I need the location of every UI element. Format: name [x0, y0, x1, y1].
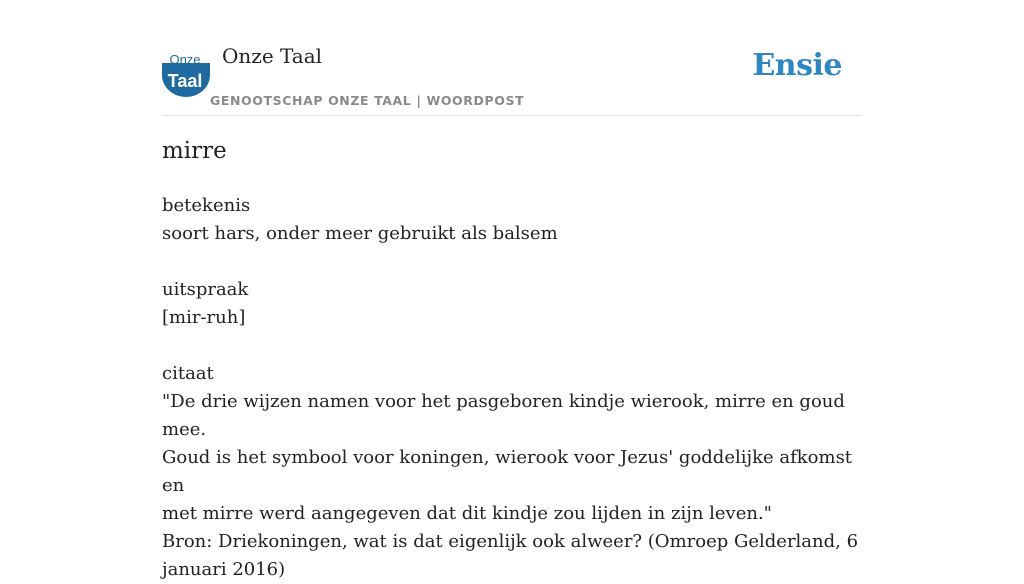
quote-line: met mirre werd aangegeven dat dit kindje zou lijden in zijn leven." [162, 503, 772, 524]
quote-line: "De drie wijzen namen voor het pasgeboren kindje wierook, mirre en goud mee. [162, 391, 845, 440]
content-column [162, 0, 862, 580]
brand-name[interactable]: Onze Taal [222, 44, 323, 68]
svg-text:Taal: Taal [167, 71, 203, 91]
onze-taal-logo[interactable] [162, 51, 210, 97]
pronunciation-label: uitspraak [162, 279, 249, 300]
source-line: januari 2016) [162, 559, 286, 580]
quote-line: Goud is het symbool voor koningen, wierook voor Jezus' goddelijke afkomst en [162, 447, 853, 496]
ensie-link[interactable]: Ensie [752, 48, 842, 83]
brand-subtitle: GENOOTSCHAP ONZE TAAL | WOORDPOST [210, 93, 525, 108]
quote-label: citaat [162, 363, 214, 384]
source-line: Bron: Driekoningen, wat is dat eigenlijk ook alweer? (Omroep Gelderland, 6 [162, 531, 859, 552]
entry-title: mirre [162, 138, 227, 164]
svg-text:Onze: Onze [169, 52, 201, 67]
spacer [162, 332, 862, 360]
spacer [162, 248, 862, 276]
header [162, 0, 862, 116]
pronunciation-text: [mir-ruh] [162, 307, 246, 328]
meaning-label: betekenis [162, 195, 251, 216]
meaning-text: soort hars, onder meer gebruikt als balsem [162, 223, 558, 244]
entry-body [162, 192, 862, 584]
